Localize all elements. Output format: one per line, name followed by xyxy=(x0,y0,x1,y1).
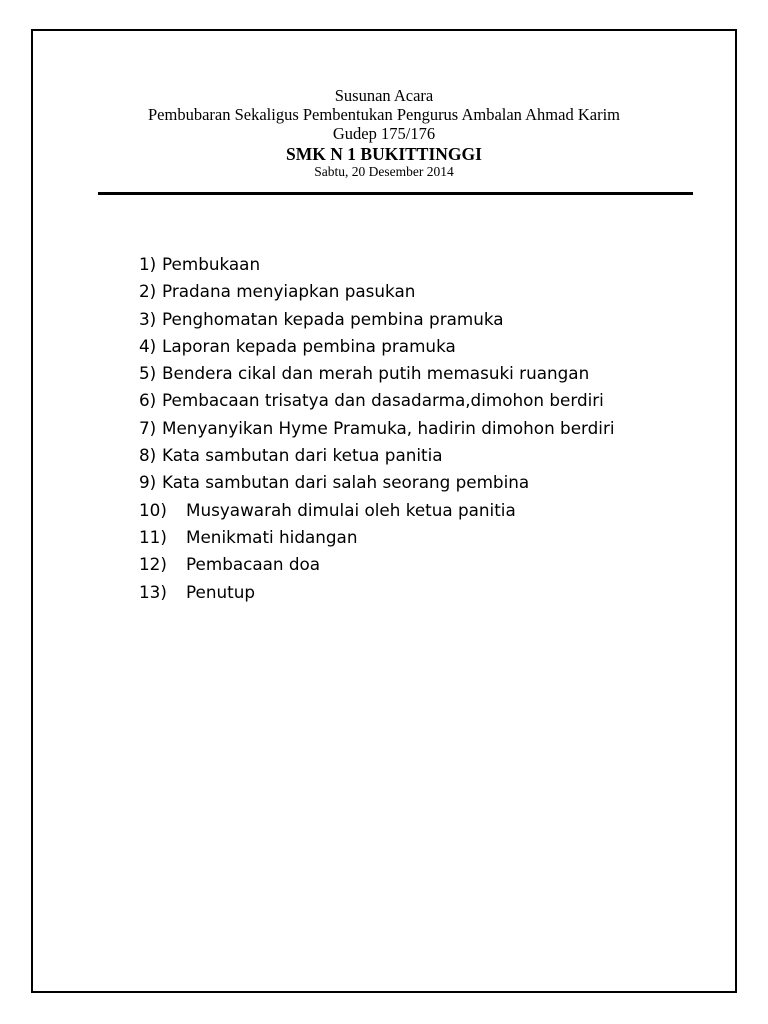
agenda-item-text: Pradana menyiapkan pasukan xyxy=(162,281,416,302)
agenda-item-number: 6) xyxy=(139,390,157,411)
agenda-list xyxy=(139,251,615,606)
agenda-item xyxy=(139,524,615,551)
agenda-item-text: Penutup xyxy=(186,581,255,602)
agenda-item-number: 10) xyxy=(139,499,167,520)
agenda-item-number: 3) xyxy=(139,308,157,329)
agenda-item xyxy=(139,579,615,606)
agenda-item-text: Kata sambutan dari salah seorang pembina xyxy=(162,472,530,493)
agenda-item-text: Pembacaan trisatya dan dasadarma,dimohon berdiri xyxy=(162,390,604,411)
agenda-item-text: Pembukaan xyxy=(162,254,261,274)
agenda-item-number: 4) xyxy=(139,335,157,356)
agenda-item-text: Menyanyikan Hyme Pramuka, hadirin dimohon berdiri xyxy=(162,417,615,438)
header-gudep: Gudep 175/176 xyxy=(332,124,436,143)
agenda-item xyxy=(139,469,615,496)
agenda-item xyxy=(139,278,615,305)
agenda-item-text: Bendera cikal dan merah putih memasuki ruangan xyxy=(162,363,590,384)
agenda-item xyxy=(139,360,615,387)
agenda-item xyxy=(139,442,615,469)
agenda-item-number: 11) xyxy=(139,526,167,547)
agenda-item-number: 9) xyxy=(139,472,157,493)
header-divider xyxy=(98,192,693,195)
header-title: Susunan Acara xyxy=(334,86,434,105)
agenda-item-number: 8) xyxy=(139,445,157,466)
agenda-item xyxy=(139,387,615,414)
agenda-item-text: Kata sambutan dari ketua panitia xyxy=(162,445,443,466)
header-school: SMK N 1 BUKITTINGGI xyxy=(286,144,482,164)
header-date: Sabtu, 20 Desember 2014 xyxy=(314,164,454,179)
agenda-item-number: 7) xyxy=(139,417,157,438)
agenda-item-number: 2) xyxy=(139,281,157,302)
header-event: Pembubaran Sekaligus Pembentukan Pengurus Ambalan Ahmad Karim xyxy=(147,105,620,124)
agenda-item-text: Laporan kepada pembina pramuka xyxy=(162,335,456,356)
agenda-item-number: 1) xyxy=(139,254,157,274)
agenda-item xyxy=(139,551,615,578)
agenda-item-text: Menikmati hidangan xyxy=(186,526,358,547)
agenda-item-text: Penghomatan kepada pembina pramuka xyxy=(162,308,504,329)
document-header xyxy=(31,86,737,179)
agenda-item-number: 13) xyxy=(139,581,167,602)
agenda-item xyxy=(139,251,615,278)
agenda-item-number: 12) xyxy=(139,554,167,575)
agenda-item-number: 5) xyxy=(139,363,157,384)
agenda-item-text: Musyawarah dimulai oleh ketua panitia xyxy=(186,499,516,520)
agenda-item xyxy=(139,306,615,333)
agenda-item xyxy=(139,415,615,442)
agenda-item-text: Pembacaan doa xyxy=(186,554,321,575)
agenda-item xyxy=(139,333,615,360)
agenda-item xyxy=(139,497,615,524)
